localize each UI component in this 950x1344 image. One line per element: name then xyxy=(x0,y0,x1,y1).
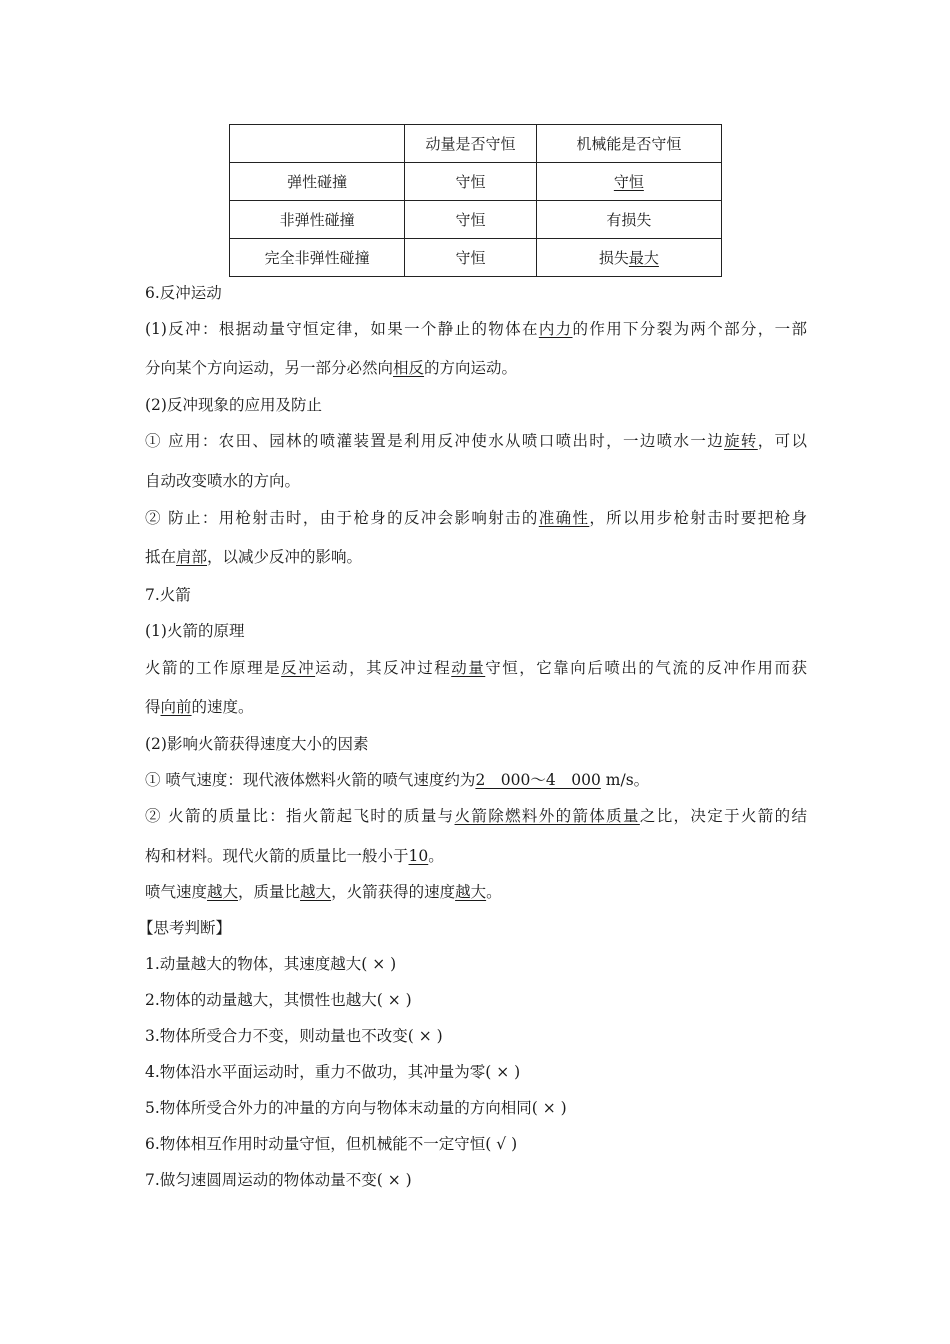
answer-underline: 向前 xyxy=(160,698,192,716)
judge-item: 5.物体所受合外力的冲量的方向与物体末动量的方向相同( × ) xyxy=(145,1099,567,1117)
paragraph-line xyxy=(145,806,807,826)
answer-underline: 最大 xyxy=(628,249,659,267)
paragraph-line: 自动改变喷水的方向。 xyxy=(145,472,301,490)
table-cell xyxy=(536,239,721,277)
answer-underline: 越大 xyxy=(207,883,239,901)
table-header-cell xyxy=(230,125,405,163)
answer-underline: 10 xyxy=(408,847,429,865)
table-cell: 完全非弹性碰撞 xyxy=(230,239,405,277)
text: 喷气速度 xyxy=(145,883,208,901)
answer-underline: 越大 xyxy=(455,883,487,901)
paragraph-line xyxy=(145,697,254,717)
answer-underline: 守恒 xyxy=(613,173,644,191)
collision-table xyxy=(229,124,722,277)
paragraph-line xyxy=(145,846,444,866)
text: 抵在 xyxy=(145,548,177,566)
text: 的速度。 xyxy=(191,698,254,716)
text: ① 应用：农田、园林的喷灌装置是利用反冲使水从喷口喷出时，一边喷水一边 xyxy=(145,432,725,450)
answer-underline: 旋转 xyxy=(724,432,758,450)
table-header-row xyxy=(230,125,722,163)
text: m/s。 xyxy=(600,771,650,789)
text: 构和材料。现代火箭的质量比一般小于 xyxy=(145,847,409,865)
section-title: 6.反冲运动 xyxy=(145,284,222,302)
paragraph-line xyxy=(145,547,362,567)
judge-item: 7.做匀速圆周运动的物体动量不变( × ) xyxy=(145,1171,412,1189)
text: ② 防止：用枪射击时，由于枪身的反冲会影响射击的 xyxy=(145,509,539,527)
answer-underline: 内力 xyxy=(538,320,573,338)
table-cell: 弹性碰撞 xyxy=(230,163,405,201)
table-cell: 非弹性碰撞 xyxy=(230,201,405,239)
paragraph-line xyxy=(145,319,807,339)
table-header-cell: 动量是否守恒 xyxy=(405,125,536,163)
text: ，质量比 xyxy=(238,883,301,901)
text: ，以减少反冲的影响。 xyxy=(207,548,363,566)
answer-underline: 火箭除燃料外的箭体质量 xyxy=(454,807,640,825)
judge-title: 【思考判断】 xyxy=(138,919,232,937)
table-cell xyxy=(536,163,721,201)
table-row xyxy=(230,201,722,239)
text: 。 xyxy=(486,883,502,901)
paragraph-line xyxy=(145,508,807,528)
text: (1)反冲：根据动量守恒定律，如果一个静止的物体在 xyxy=(145,320,539,338)
text: 运动，其反冲过程 xyxy=(315,659,452,677)
table-cell: 守恒 xyxy=(405,201,536,239)
answer-underline: 越大 xyxy=(300,883,332,901)
text: ② 火箭的质量比：指火箭起飞时的质量与 xyxy=(145,807,455,825)
judge-item: 1.动量越大的物体，其速度越大( × ) xyxy=(145,955,397,973)
table-text: 损失 xyxy=(598,249,629,267)
table-header-cell: 机械能是否守恒 xyxy=(536,125,721,163)
paragraph-line xyxy=(145,358,517,378)
paragraph-line: (2)反冲现象的应用及防止 xyxy=(145,396,322,414)
judge-item: 3.物体所受合力不变，则动量也不改变( × ) xyxy=(145,1027,443,1045)
judge-item: 6.物体相互作用时动量守恒，但机械能不一定守恒( √ ) xyxy=(145,1135,518,1153)
answer-underline: 相反 xyxy=(393,359,425,377)
answer-underline: 2 000～4 000 xyxy=(475,771,601,789)
text: 的方向运动。 xyxy=(424,359,518,377)
text: 得 xyxy=(145,698,161,716)
text: 守恒，它靠向后喷出的气流的反冲作用而获 xyxy=(485,659,807,677)
paragraph-line xyxy=(145,431,807,451)
answer-underline: 反冲 xyxy=(281,659,316,677)
answer-underline: 动量 xyxy=(451,659,486,677)
text: 的作用下分裂为两个部分，一部 xyxy=(572,320,807,338)
table-cell: 有损失 xyxy=(536,201,721,239)
answer-underline: 肩部 xyxy=(176,548,208,566)
table-cell: 守恒 xyxy=(405,239,536,277)
answer-underline: 准确性 xyxy=(538,509,590,527)
text: ，火箭获得的速度 xyxy=(331,883,456,901)
text: ，可以 xyxy=(757,432,807,450)
text: ① 喷气速度：现代液体燃料火箭的喷气速度约为 xyxy=(145,771,476,789)
paragraph-line xyxy=(145,882,502,902)
judge-item: 2.物体的动量越大，其惯性也越大( × ) xyxy=(145,991,412,1009)
text: 火箭的工作原理是 xyxy=(145,659,282,677)
text: 。 xyxy=(428,847,444,865)
text: 之比，决定于火箭的结 xyxy=(639,807,807,825)
table-row xyxy=(230,239,722,277)
paragraph-line xyxy=(145,770,649,790)
paragraph-line: (1)火箭的原理 xyxy=(145,622,245,640)
paragraph-line xyxy=(145,658,807,678)
judge-item: 4.物体沿水平面运动时，重力不做功，其冲量为零( × ) xyxy=(145,1063,521,1081)
section-title: 7.火箭 xyxy=(145,586,191,604)
table-row xyxy=(230,163,722,201)
table-cell: 守恒 xyxy=(405,163,536,201)
paragraph-line: (2)影响火箭获得速度大小的因素 xyxy=(145,735,369,753)
text: ，所以用步枪射击时要把枪身 xyxy=(589,509,807,527)
text: 分向某个方向运动，另一部分必然向 xyxy=(145,359,394,377)
